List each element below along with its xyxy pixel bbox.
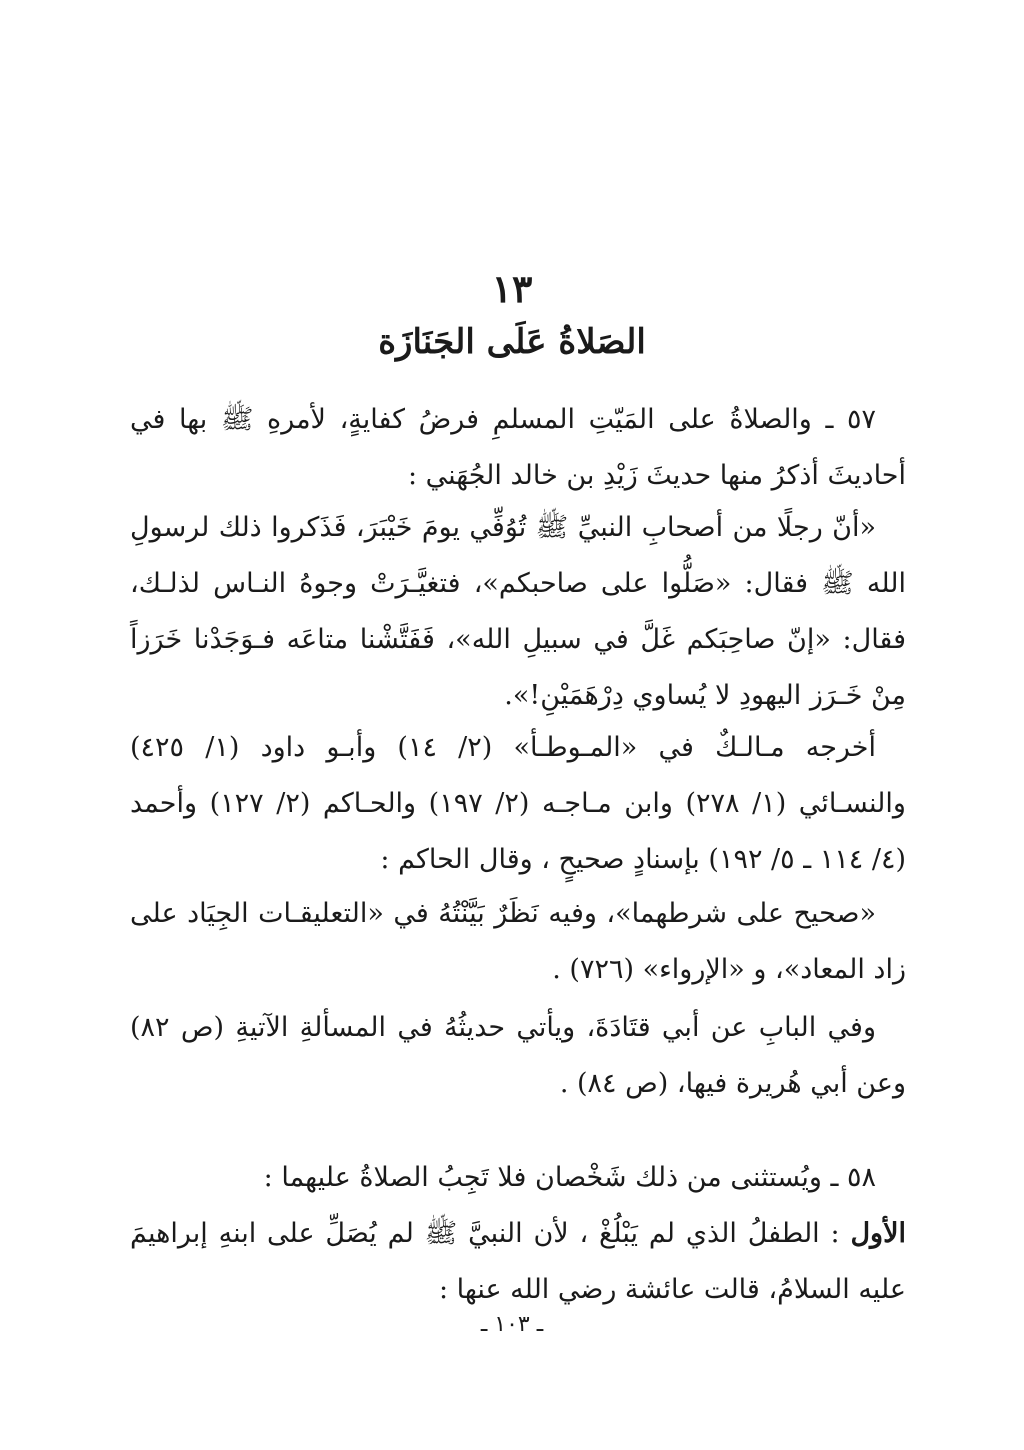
page-number: ـ ١٠٣ ـ xyxy=(480,1312,544,1337)
chapter-number: ١٣ xyxy=(491,266,533,311)
paragraph-57-rest: أذكرُ منها حديثَ زَيْدِ بن خالد الجُهَني : xyxy=(407,460,819,491)
first-label: الأول xyxy=(850,1218,906,1249)
paragraph-57-lead: ٥٧ ـ والصلاةُ على المَيّتِ المسلمِ فرضُ كفايةٍ، لأمرهِ ﷺ بها في أحاديثَ xyxy=(130,404,906,491)
paragraph-57 xyxy=(130,392,906,504)
sahih-paragraph: «صحيح على شرطهما»، وفيه نَظَرٌ بَيَّنْتُهُ في «التعليقـات الجِيَاد على زاد المعاد»، و «الإرواء» (٧٢٦) . xyxy=(130,898,906,985)
first-exception-paragraph xyxy=(130,1206,906,1318)
takhrij-paragraph: أخرجه مـالـكٌ في «المـوطـأ» (٢/ ١٤) وأبـو داود (١/ ٤٢٥) والنسـائي (١/ ٢٧٨) وابن مـاجـه (٢/ ١٩٧) والحـاكم (٢/ ١٢٧) وأحمد (٤/ ١١٤ ـ ٥/ ١٩٢) بإسنادٍ صحيحٍ ، وقال الحاكم : xyxy=(130,732,906,875)
first-text: : الطفلُ الذي لم يَبْلُغْ ، لأن النبيَّ ﷺ لم يُصَلِّ على ابنهِ إبراهيمَ عليه السلامُ، قالت عائشة رضي الله عنها : xyxy=(130,1218,906,1305)
chapter-title: الصَلاةُ عَلَى الجَنَازَة xyxy=(378,322,646,362)
hadith-quote: «أنّ رجلًا من أصحابِ النبيِّ ﷺ تُوُفِّي يومَ خَيْبَرَ، فَذَكروا ذلك لرسولِ الله ﷺ فقال: «صَلُّوا على صاحبكم»، فتغيَّـرَتْ وجوهُ النـاس لذلـك، فقال: «إنّ صاحِبَكم غَلَّ في سبيلِ الله»، فَفَتَّشْنا متاعَه فـوَجَدْنا خَرَزاً مِنْ خَـرَز اليهودِ لا يُساوي دِرْهَمَيْنِ!». xyxy=(130,512,906,711)
paragraph-58: ٥٨ ـ ويُستثنى من ذلك شَخْصان فلا تَجِبُ الصلاةُ عليهما : xyxy=(263,1162,876,1193)
bab-paragraph: وفي البابِ عن أبي قتَادَةَ، ويأتي حديثُهُ في المسألةِ الآتيةِ (ص ٨٢) وعن أبي هُريرة فيها، (ص ٨٤) . xyxy=(130,1012,906,1099)
